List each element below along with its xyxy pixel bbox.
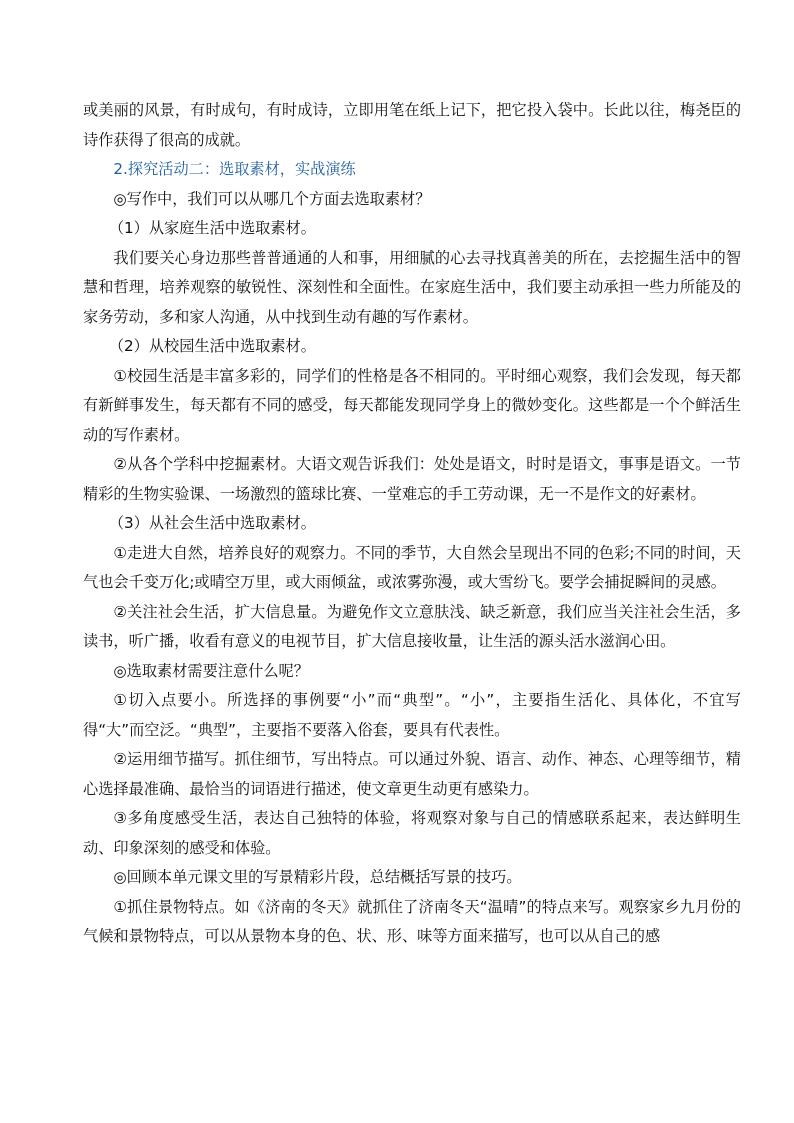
paragraph-note-3: ③多角度感受生活，表达自己独特的体验，将观察对象与自己的情感联系起来，表达鲜明生动、印象深刻的感受和体验。 [83, 809, 741, 857]
paragraph-social-life-2: ②关注社会生活，扩大信息量。为避免作文立意肤浅、缺乏新意，我们应当关注社会生活，多读书，听广播，收看有意义的电视节目，扩大信息接收量，让生活的源头活水滋润心田。 [83, 602, 741, 650]
document-page [83, 96, 741, 952]
subheading-family-life: （1）从家庭生活中选取素材。 [108, 219, 316, 237]
paragraph-technique-1: ①抓住景物特点。如《济南的冬天》就抓住了济南冬天“温晴”的特点来写。观察家乡九月份的气候和景物特点，可以从景物本身的色、状、形、味等方面来描写，也可以从自己的感 [83, 897, 741, 945]
question-material-sources: ◎写作中，我们可以从哪几个方面去选取素材？ [113, 189, 431, 208]
subheading-school-life: （2）从校园生活中选取素材。 [108, 337, 316, 355]
paragraph-family-life: 我们要关心身边那些普普通通的人和事，用细腻的心去寻找真善美的所在，去挖掘生活中的智慧和哲理，培养观察的敏锐性、深刻性和全面性。在家庭生活中，我们要主动承担一些力所能及的家务劳动，多和家人沟通，从中找到生动有趣的写作素材。 [83, 248, 741, 326]
subheading-social-life: （3）从社会生活中选取素材。 [108, 514, 316, 532]
paragraph-continued: 或美丽的风景，有时成句，有时成诗，立即用笔在纸上记下，把它投入袋中。长此以往，梅尧臣的诗作获得了很高的成就。 [83, 101, 741, 149]
question-selection-notes: ◎选取素材需要注意什么呢？ [113, 661, 309, 680]
question-scenery-techniques: ◎回顾本单元课文里的写景精彩片段，总结概括写景的技巧。 [113, 868, 522, 886]
paragraph-social-life-1: ①走进大自然，培养良好的观察力。不同的季节，大自然会呈现出不同的色彩;不同的时间，天气也会千变万化;或晴空万里，或大雨倾盆，或浓雾弥漫，或大雪纷飞。要学会捕捉瞬间的灵感。 [83, 543, 741, 591]
paragraph-note-2: ②运用细节描写。抓住细节，写出特点。可以通过外貌、语言、动作、神态、心理等细节，精心选择最准确、最恰当的词语进行描述，使文章更生动更有感染力。 [83, 750, 741, 798]
paragraph-school-life-1: ①校园生活是丰富多彩的，同学们的性格是各不相同的。平时细心观察，我们会发现，每天都有新鲜事发生，每天都有不同的感受，每天都能发现同学身上的微妙变化。这些都是一个个鲜活生动的写作素材。 [83, 366, 741, 444]
paragraph-school-life-2: ②从各个学科中挖掘素材。大语文观告诉我们：处处是语文，时时是语文，事事是语文。一节精彩的生物实验课、一场激烈的篮球比赛、一堂难忘的手工劳动课，无一不是作文的好素材。 [83, 455, 741, 503]
paragraph-note-1: ①切入点要小。所选择的事例要“小”而“典型”。“小”，主要指生活化、具体化，不宜写得“大”而空泛。“典型”，主要指不要落入俗套，要具有代表性。 [83, 691, 741, 739]
section-heading-activity-2: 2.探究活动二：选取素材，实战演练 [113, 160, 356, 178]
